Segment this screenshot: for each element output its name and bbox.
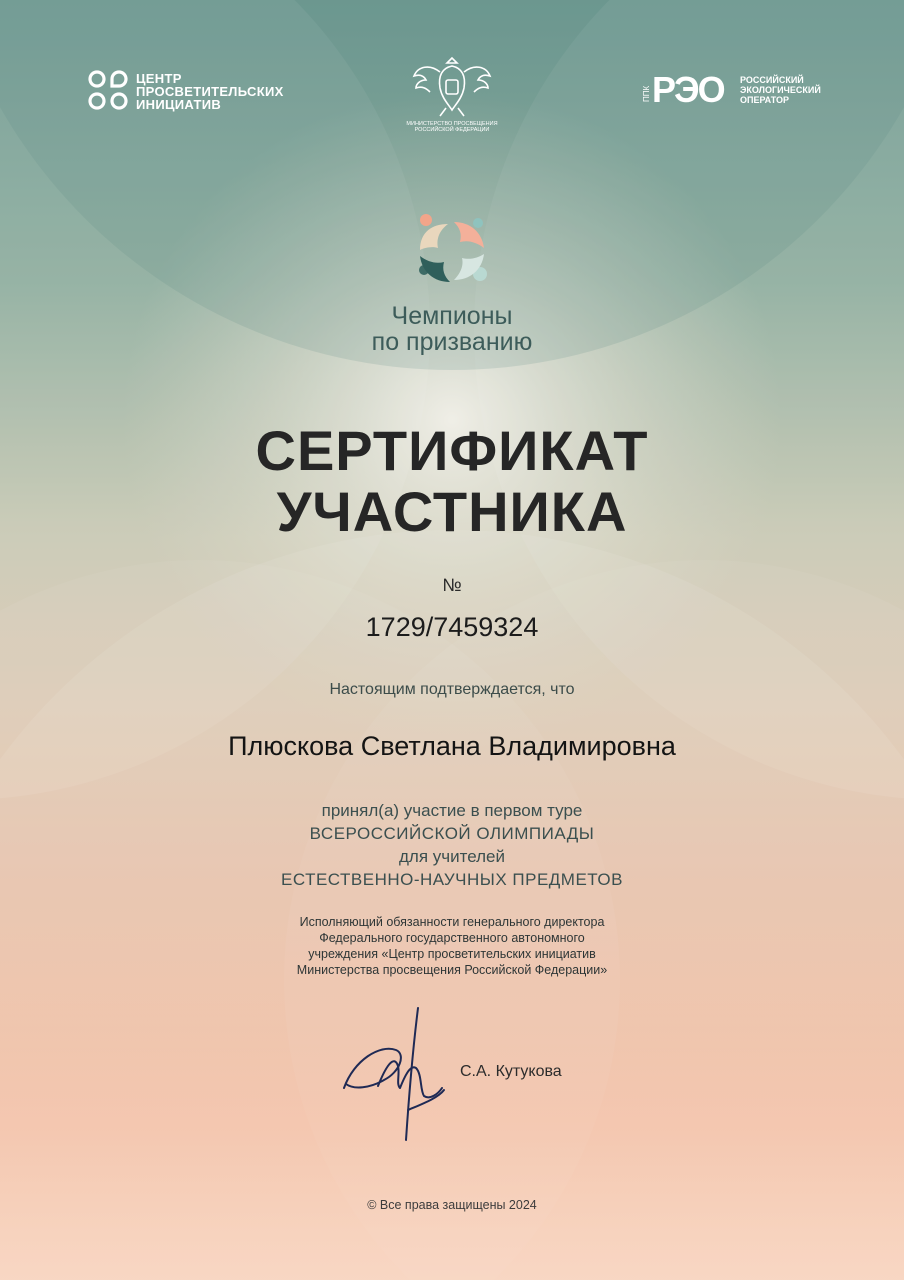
number-sign: № (442, 575, 462, 595)
program-title: Чемпионы по призванию (371, 302, 533, 356)
reo-text: РОССИЙСКИЙ ЭКОЛОГИЧЕСКИЙ ОПЕРАТОР (740, 75, 821, 105)
reo-mark: РЭО (652, 69, 724, 110)
participant-name: Плюскова Светлана Владимировна (228, 731, 676, 761)
olympiad-name: ВСЕРОССИЙСКОЙ ОЛИМПИАДЫ (309, 824, 595, 843)
eagle-emblem-icon (395, 52, 509, 118)
signatory-name: С.А. Кутукова (460, 1063, 562, 1080)
certificate-number: 1729/7459324 (365, 612, 539, 642)
certificate-title: СЕРТИФИКАТ УЧАСТНИКА (255, 419, 649, 543)
signature-image (334, 1000, 454, 1150)
cpi-logo (86, 68, 286, 114)
copyright: © Все права защищены 2024 (367, 1198, 537, 1212)
cpi-logo-text: ЦЕНТР ПРОСВЕТИТЕЛЬСКИХ ИНИЦИАТИВ (136, 71, 284, 112)
participation-line-1: принял(а) участие в первом туре (321, 801, 583, 820)
cpi-logo-icon (86, 68, 130, 112)
ministry-text: МИНИСТЕРСТВО ПРОСВЕЩЕНИЯ РОССИЙСКОЙ ФЕДЕРАЦИИ (406, 121, 498, 133)
confirmation-text: Настоящим подтверждается, что (329, 681, 575, 698)
champions-logo-icon (414, 210, 490, 290)
reo-prefix: ППК (642, 85, 651, 102)
ministry-emblem (395, 52, 509, 142)
participation-text (0, 799, 904, 891)
reo-logo (642, 70, 832, 114)
subject-area: ЕСТЕСТВЕННО-НАУЧНЫХ ПРЕДМЕТОВ (281, 870, 623, 889)
participation-line-3: для учителей (399, 847, 505, 866)
signatory-position: Исполняющий обязанности генерального директора Федерального государственного автономного учреждения «Центр просветительских инициатив Министерства просвещения Российской Федерации» (296, 915, 608, 977)
